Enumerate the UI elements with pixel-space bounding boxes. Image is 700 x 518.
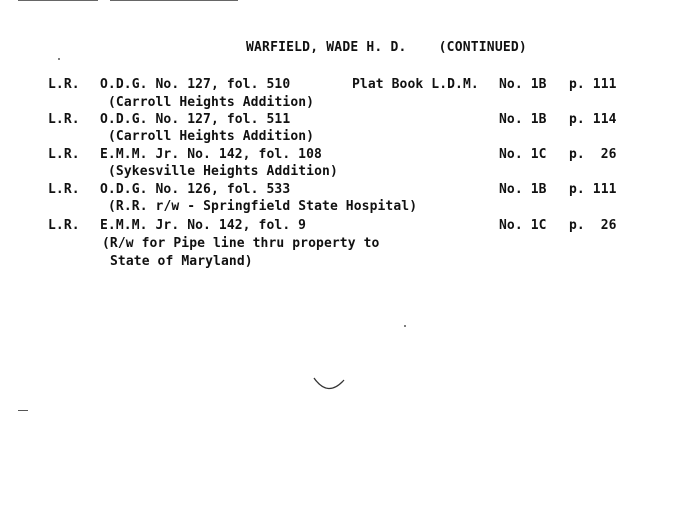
entry-3-book: L.R.	[48, 147, 80, 162]
speck-mark	[404, 325, 406, 327]
entry-3-plat-no: No. 1C	[499, 147, 547, 162]
entry-5-page: p. 26	[569, 218, 617, 233]
entry-1-page: p. 111	[569, 77, 617, 92]
entry-4-book: L.R.	[48, 182, 80, 197]
entry-5-book: L.R.	[48, 218, 80, 233]
speck-mark	[58, 58, 60, 60]
entry-4-ref: O.D.G. No. 126, fol. 533	[100, 182, 291, 197]
entry-2-plat-no: No. 1B	[499, 112, 547, 127]
entry-4-plat-no: No. 1B	[499, 182, 547, 197]
entry-3-page: p. 26	[569, 147, 617, 162]
entry-5-desc-line-2: State of Maryland)	[110, 254, 253, 269]
card-top-edge-right	[110, 0, 238, 1]
entry-1-ref: O.D.G. No. 127, fol. 510	[100, 77, 291, 92]
pencil-curve-mark	[312, 374, 348, 396]
entry-2-book: L.R.	[48, 112, 80, 127]
entry-5-desc-line-1: (R/w for Pipe line thru property to	[102, 236, 380, 251]
entry-5-ref: E.M.M. Jr. No. 142, fol. 9	[100, 218, 307, 233]
entry-1-book: L.R.	[48, 77, 80, 92]
card-heading: WARFIELD, WADE H. D. (CONTINUED)	[246, 40, 527, 55]
entry-2-ref: O.D.G. No. 127, fol. 511	[100, 112, 291, 127]
entry-5-plat-no: No. 1C	[499, 218, 547, 233]
entry-2-page: p. 114	[569, 112, 617, 127]
entry-2-desc: (Carroll Heights Addition)	[108, 129, 315, 144]
entry-1-plat-no: No. 1B	[499, 77, 547, 92]
plat-book-label: Plat Book L.D.M.	[352, 77, 479, 92]
margin-tick-mark	[18, 410, 28, 411]
entry-3-ref: E.M.M. Jr. No. 142, fol. 108	[100, 147, 322, 162]
entry-4-page: p. 111	[569, 182, 617, 197]
entry-1-desc: (Carroll Heights Addition)	[108, 95, 315, 110]
entry-3-desc: (Sykesville Heights Addition)	[108, 164, 338, 179]
entry-4-desc: (R.R. r/w - Springfield State Hospital)	[108, 199, 418, 214]
card-top-edge-left	[18, 0, 98, 1]
